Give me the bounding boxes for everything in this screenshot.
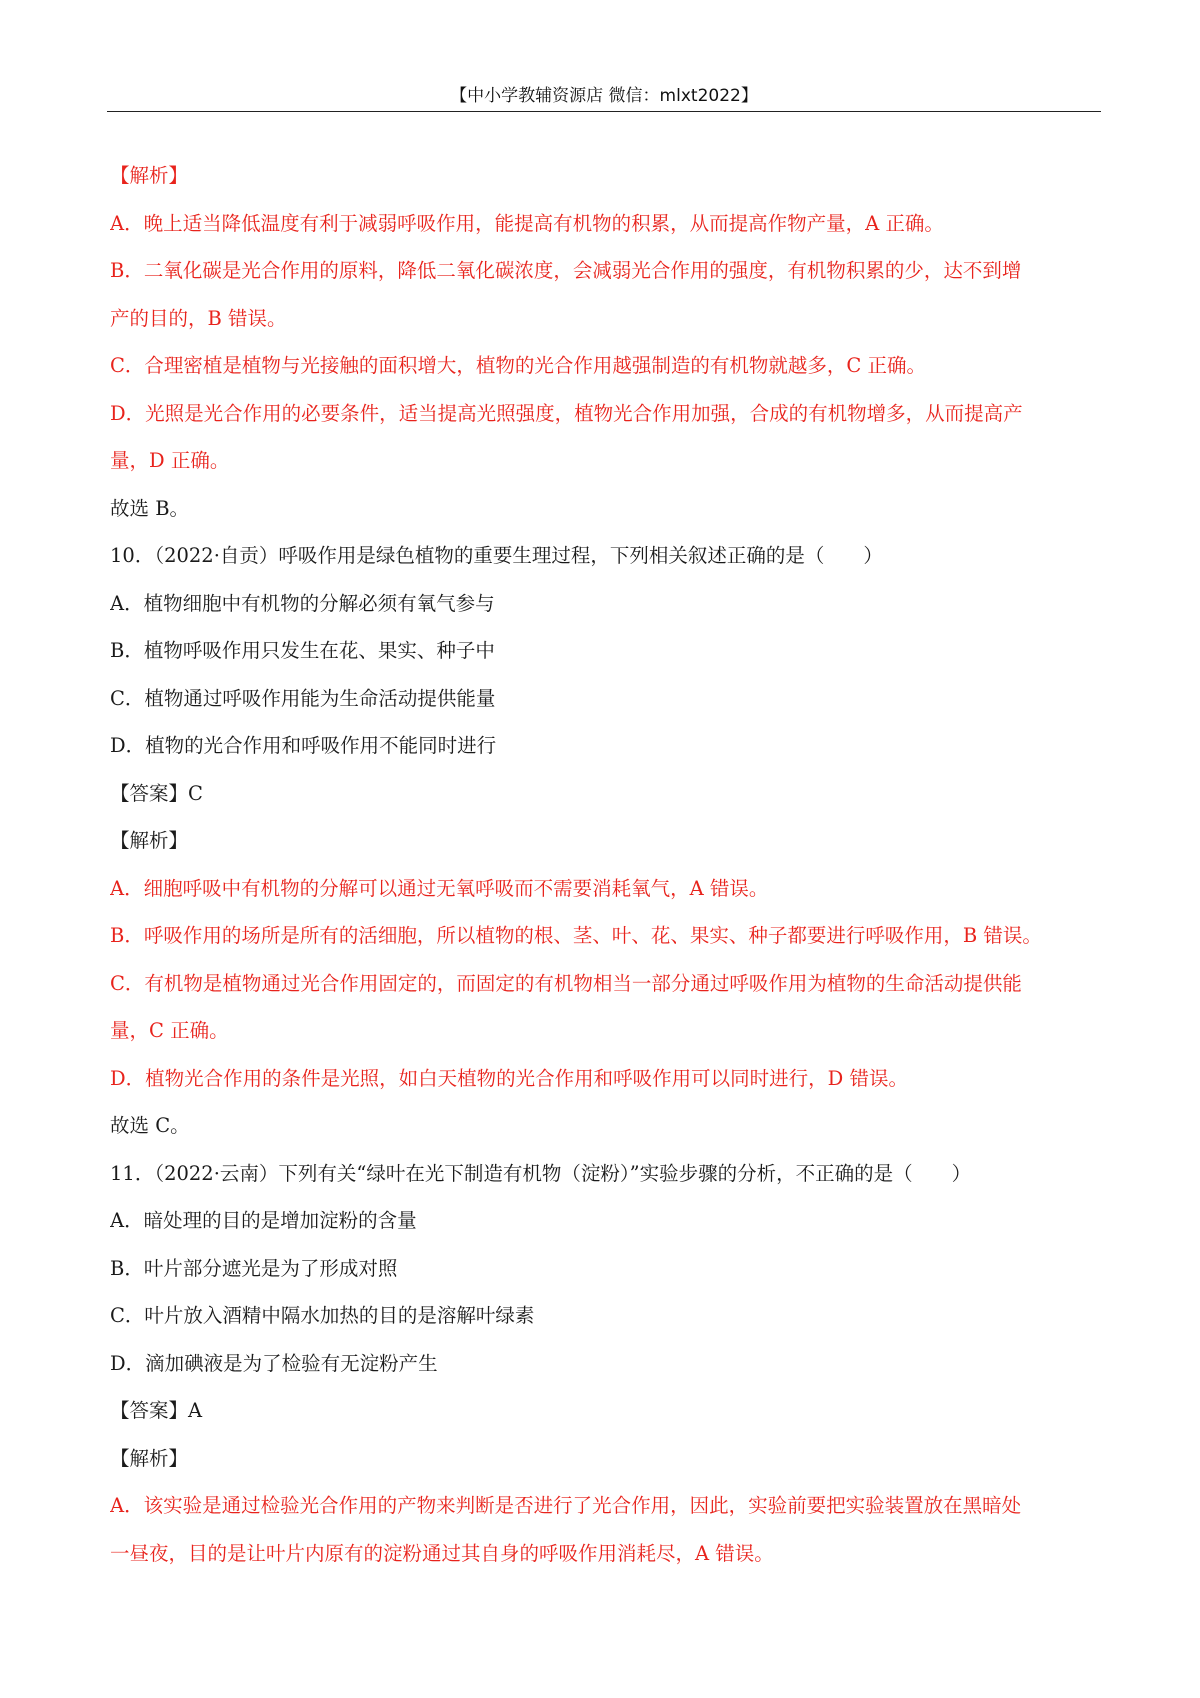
answer-line: 【答案】A [110,1399,203,1422]
question-option: A．暗处理的目的是增加淀粉的含量 [110,1209,417,1232]
question-option: A．植物细胞中有机物的分解必须有氧气参与 [110,591,495,615]
conclusion-line: 故选 C。 [110,1114,190,1137]
conclusion-line: 故选 B。 [110,496,190,520]
analysis-line: 量，C 正确。 [110,1019,229,1042]
analysis-label: 【解析】 [110,164,189,187]
analysis-label: 【解析】 [110,829,189,852]
question-option: B．叶片部分遮光是为了形成对照 [110,1256,398,1280]
analysis-line: B．二氧化碳是光合作用的原料，降低二氧化碳浓度，会减弱光合作用的强度，有机物积累的少，达不到增 [110,259,1022,282]
question-option: D．植物的光合作用和呼吸作用不能同时进行 [110,734,497,757]
analysis-line: A．细胞呼吸中有机物的分解可以通过无氧呼吸而不需要消耗氧气，A 错误。 [110,876,769,900]
analysis-line: A．该实验是通过检验光合作用的产物来判断是否进行了光合作用，因此，实验前要把实验装置放在黑暗处 [110,1494,1022,1517]
analysis-line: B．呼吸作用的场所是所有的活细胞，所以植物的根、茎、叶、花、果实、种子都要进行呼吸作用，B 错误。 [110,924,1042,947]
page-header: 【中小学教辅资源店 微信：mlxt2022】 [450,86,758,106]
answer-line: 【答案】C [110,781,203,805]
analysis-line: D．光照是光合作用的必要条件，适当提高光照强度，植物光合作用加强，合成的有机物增多，从而提高产 [110,401,1023,425]
question-stem: 10．（2022·自贡）呼吸作用是绿色植物的重要生理过程，下列相关叙述正确的是（ ） [110,544,883,567]
analysis-line: D．植物光合作用的条件是光照，如白天植物的光合作用和呼吸作用可以同时进行，D 错误。 [110,1066,908,1090]
analysis-line: 一昼夜，目的是让叶片内原有的淀粉通过其自身的呼吸作用消耗尽，A 错误。 [110,1541,774,1565]
analysis-line: 产的目的，B 错误。 [110,306,287,330]
question-option: C．植物通过呼吸作用能为生命活动提供能量 [110,686,496,710]
header-divider [107,111,1101,112]
question-option: D．滴加碘液是为了检验有无淀粉产生 [110,1351,438,1375]
analysis-line: A．晚上适当降低温度有利于减弱呼吸作用，能提高有机物的积累，从而提高作物产量，A 正确。 [110,211,944,235]
analysis-label: 【解析】 [110,1446,189,1470]
question-option: C．叶片放入酒精中隔水加热的目的是溶解叶绿素 [110,1304,535,1327]
analysis-line: C．有机物是植物通过光合作用固定的，而固定的有机物相当一部分通过呼吸作用为植物的生命活动提供能 [110,971,1022,995]
analysis-line: C．合理密植是植物与光接触的面积增大，植物的光合作用越强制造的有机物就越多，C 正确。 [110,354,927,377]
document-body [110,152,1102,1577]
analysis-line: 量，D 正确。 [110,449,230,472]
question-stem: 11．（2022·云南）下列有关“绿叶在光下制造有机物（淀粉）”实验步骤的分析，不正确的是（ ） [110,1161,972,1185]
question-option: B．植物呼吸作用只发生在花、果实、种子中 [110,639,495,662]
